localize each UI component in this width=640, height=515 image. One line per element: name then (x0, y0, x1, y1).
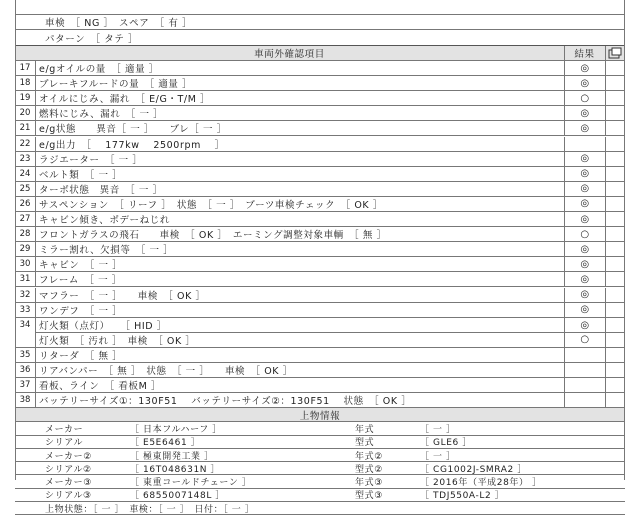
equip-value-2: ［ TDJ550A-L2 ］ (420, 491, 505, 502)
item-result: ◎ (580, 62, 590, 74)
item-result: ◎ (580, 168, 590, 180)
item-result: ◎ (580, 198, 590, 210)
equipment-row (15, 449, 625, 462)
item-number: 22 (19, 138, 31, 149)
item-result: ○ (580, 92, 590, 104)
equipment-row (15, 502, 625, 515)
check-item-row (15, 182, 625, 197)
check-item-row (15, 318, 625, 333)
item-text: ミラー割れ、欠損等 ［ 一 ］ (39, 245, 174, 257)
equip-value: ［ 16T048631N ］ (130, 464, 221, 475)
check-item-row (15, 348, 625, 363)
item-number: 35 (19, 349, 31, 360)
item-number: 34 (19, 320, 31, 331)
equip-label-2: 型式② (355, 464, 383, 475)
row-pattern (15, 30, 625, 46)
item-number: 37 (19, 380, 31, 391)
item-result: ◎ (580, 273, 590, 285)
check-item-row (15, 227, 625, 242)
check-item-row (15, 106, 625, 121)
check-item-row (15, 363, 625, 378)
item-result: ◎ (580, 289, 590, 301)
row-inspection-spare (15, 15, 625, 30)
item-text: フレーム ［ 一 ］ (39, 275, 122, 287)
equipment-row (15, 462, 625, 475)
item-text: ターボ状態 異音 ［ 一 ］ (39, 184, 163, 196)
check-item-row (15, 393, 625, 408)
item-number: 27 (19, 214, 31, 225)
item-text: 看板、ライン ［ 看板M ］ (39, 381, 162, 393)
check-item-row (15, 76, 625, 91)
item-number: 21 (19, 123, 31, 134)
item-text: フロントガラスの飛石 車検 ［ OK ］ エーミング調整対象車輌 ［ 無 ］ (39, 230, 387, 242)
check-item-row (15, 137, 625, 152)
item-number: 24 (19, 168, 31, 179)
equip-label: メーカー③ (45, 478, 92, 488)
item-number: 19 (19, 93, 31, 104)
memo-icon[interactable] (605, 46, 625, 60)
item-result: ○ (580, 334, 590, 346)
equip-label: シリアル (45, 438, 84, 448)
section-header-row (15, 46, 625, 61)
item-result: ○ (580, 228, 590, 240)
item-text: ブレーキフルードの量 ［ 適量 ］ (39, 79, 193, 91)
item-text: リアバンパー ［ 無 ］ 状態 ［ 一 ］ 車検 ［ OK ］ (39, 366, 293, 378)
row-text: 車検 ［ NG ］ スペア ［ 有 ］ (45, 18, 193, 29)
item-result (570, 137, 600, 151)
equip-value: ［ 東重コールドチェーン ］ (130, 478, 252, 488)
item-text: ラジエーター ［ 一 ］ (39, 154, 143, 166)
equip-label: 上物状態：［ 一 ］ 車検：［ 一 ］ 日付：［ 一 ］ (45, 504, 255, 515)
item-result: ◎ (580, 243, 590, 255)
item-number: 32 (19, 289, 31, 300)
equip-value-2: ［ CG1002J-SMRA2 ］ (420, 464, 527, 475)
item-number: 26 (19, 198, 31, 209)
item-text: バッテリーサイズ①：130F51 バッテリーサイズ②：130F51 状態 ［ OK ］ (39, 396, 412, 408)
item-number: 23 (19, 153, 31, 164)
check-item-row (15, 272, 625, 287)
item-number: 31 (19, 274, 31, 285)
check-item-row (15, 288, 625, 303)
item-number (15, 325, 35, 347)
equip-label: メーカー (45, 424, 84, 435)
item-number: 20 (19, 108, 31, 119)
check-item-row (15, 197, 625, 212)
item-result: ◎ (580, 77, 590, 89)
equip-value: ［ 極東開発工業 ］ (130, 451, 214, 462)
equip-value-2: ［ 一 ］ (420, 451, 456, 462)
equip-label-2: 年式 (355, 424, 375, 435)
equip-label: メーカー② (45, 451, 92, 462)
equip-value: ［ E5E6461 ］ (130, 438, 201, 448)
item-text: リターダ ［ 無 ］ (39, 350, 123, 362)
equip-label: シリアル② (45, 464, 92, 475)
item-text: キャビン ［ 一 ］ (39, 260, 123, 272)
row-truncated (15, 0, 625, 15)
item-result: ◎ (580, 153, 590, 165)
item-number: 25 (19, 183, 31, 194)
equip-value: ［ 6855007148L ］ (130, 491, 225, 502)
equipment-header-row (15, 408, 625, 422)
item-text: キャビン傾き、ボデーねじれ (39, 215, 170, 227)
check-item-row (15, 91, 625, 106)
check-item-row (15, 333, 625, 348)
item-text: 燃料にじみ、漏れ ［ 一 ］ (39, 109, 164, 121)
item-number: 17 (19, 63, 31, 74)
row-text: パターン ［ タテ ］ (45, 33, 139, 45)
equip-value-2: ［ 一 ］ (420, 424, 456, 435)
check-item-row (15, 121, 625, 136)
item-result: ◎ (580, 304, 590, 316)
item-number: 36 (19, 365, 31, 376)
item-number: 28 (19, 229, 31, 240)
equip-value-2: ［ GLE6 ］ (420, 438, 472, 448)
equipment-row (15, 476, 625, 489)
equip-label: シリアル③ (45, 491, 92, 502)
check-item-row (15, 242, 625, 257)
check-item-row (15, 167, 625, 182)
item-result (570, 393, 600, 407)
item-number: 30 (19, 259, 31, 270)
item-result: ◎ (580, 213, 590, 225)
equip-value: ［ 日本フルハーフ ］ (130, 424, 222, 435)
item-result (570, 363, 600, 377)
item-result: ◎ (580, 107, 590, 119)
item-text: 灯火類（点灯） ［ HID ］ (39, 321, 167, 333)
section-header: 車両外確認項目 (254, 49, 325, 60)
item-number: 38 (19, 395, 31, 406)
result-header: 結果 (574, 49, 595, 60)
equip-label-2: 年式③ (355, 478, 383, 488)
equip-label-2: 年式② (355, 451, 383, 462)
item-result: ◎ (580, 183, 590, 195)
check-item-row (15, 257, 625, 272)
item-result: ◎ (580, 319, 590, 331)
check-item-row (15, 378, 625, 393)
inspection-sheet (15, 0, 625, 515)
check-item-row (15, 212, 625, 227)
item-text: e/gオイルの量 ［ 適量 ］ (39, 64, 159, 76)
item-result: ◎ (580, 122, 590, 134)
item-text: マフラー ［ 一 ］ 車検 ［ OK ］ (39, 290, 206, 302)
item-text: e/g状態 異音［ 一 ］ ブレ［ 一 ］ (39, 124, 227, 136)
check-item-row (15, 61, 625, 76)
equip-label-2: 型式 (355, 438, 375, 448)
item-number: 18 (19, 78, 31, 89)
item-text: 灯火類 ［ 汚れ ］ 車検 ［ OK ］ (39, 335, 196, 347)
item-number: 33 (19, 304, 31, 315)
item-text: e/g出力 ［ 177kw 2500rpm ］ (39, 139, 225, 151)
equipment-row (15, 422, 625, 435)
equipment-row (15, 489, 625, 502)
equipment-header: 上物情報 (299, 410, 341, 422)
equipment-row (15, 436, 625, 449)
item-text: ベルト類 ［ 一 ］ (39, 169, 123, 181)
check-item-row (15, 152, 625, 167)
equip-label-2: 型式③ (355, 491, 383, 502)
item-result (570, 378, 600, 392)
item-result (570, 348, 600, 362)
check-item-row (15, 303, 625, 318)
item-text: オイルにじみ、漏れ ［ E/G・T/M ］ (39, 94, 211, 106)
item-text: ワンデフ ［ 一 ］ (39, 305, 123, 317)
item-result: ◎ (580, 258, 590, 270)
item-text: サスペンション ［ リーフ ］ 状態 ［ 一 ］ ブーツ車検チェック ［ OK ］ (39, 199, 383, 211)
equip-value-2: ［ 2016年（平成28年） ］ (420, 478, 542, 488)
item-number: 29 (19, 244, 31, 255)
